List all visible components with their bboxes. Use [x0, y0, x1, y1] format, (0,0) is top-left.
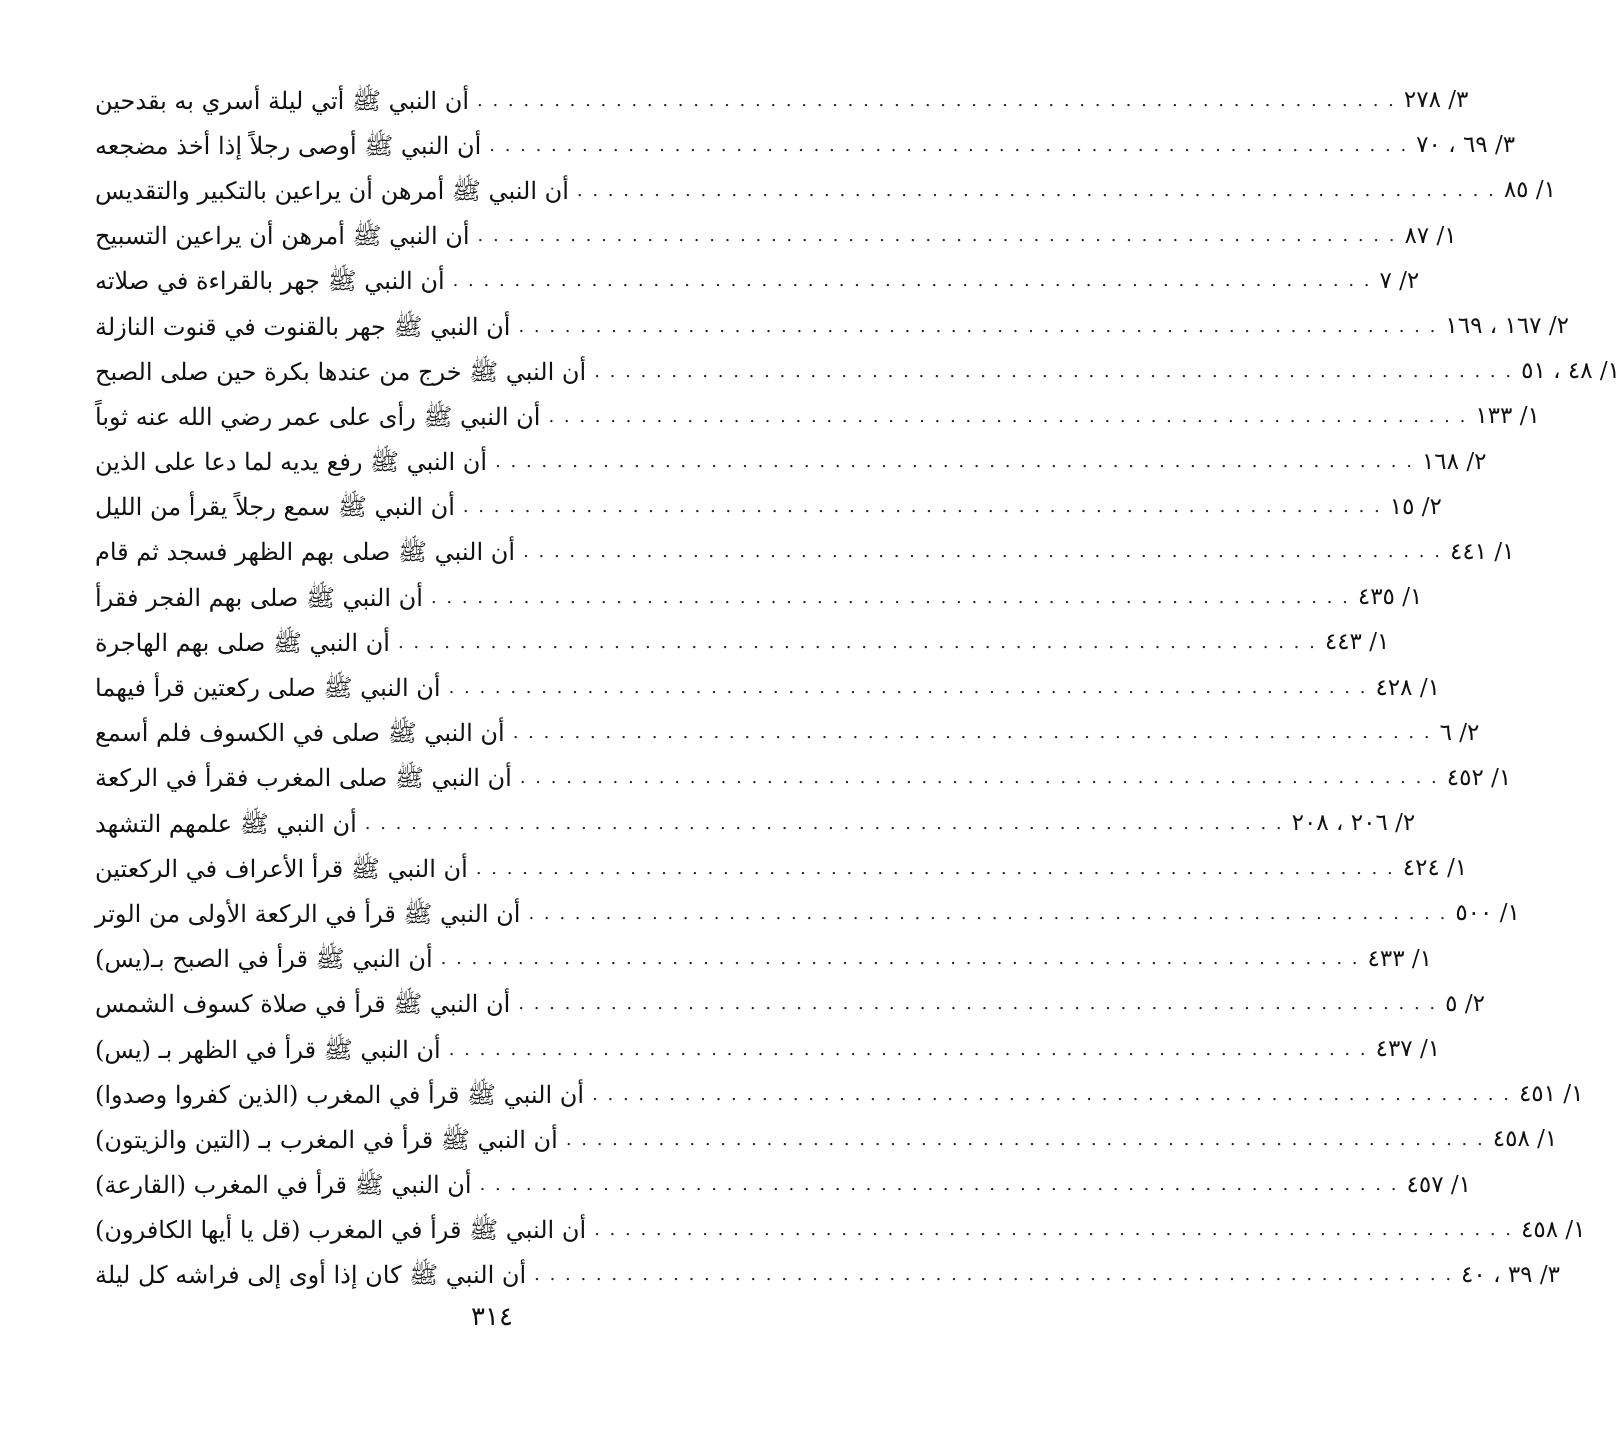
entry-text: أن النبي ﷺ صلى بهم الظهر فسجد ثم قام — [95, 538, 516, 567]
dot-leader: . . . . . . . . . . . . . . . . . . . . . . . . . . . . . . . . . . . . . . . . . . . . . . . . . . . . . . . . . . . . — [592, 1083, 1511, 1105]
entry-reference: ٢/ ٧ — [1379, 267, 1420, 294]
index-entry — [95, 259, 1420, 304]
entry-text: أن النبي ﷺ جهر بالقنوت في قنوت النازلة — [95, 312, 511, 341]
entry-reference: ١/ ٨٥ — [1503, 177, 1556, 204]
entry-reference: ١/ ٤٥٨ — [1521, 1216, 1586, 1243]
entry-reference: ١/ ٨٧ — [1404, 222, 1457, 249]
entry-reference: ١/ ٤٥٢ — [1446, 764, 1512, 791]
entry-reference: ١/ ٤٤١ — [1449, 538, 1515, 565]
entry-reference: ١/ ٤٢٨ — [1375, 674, 1440, 701]
dot-leader: . . . . . . . . . . . . . . . . . . . . . . . . . . . . . . . . . . . . . . . . . . . . . . . . . . . . . . . . . . . . — [475, 857, 1395, 879]
dot-leader: . . . . . . . . . . . . . . . . . . . . . . . . . . . . . . . . . . . . . . . . . . . . . . . . . . . . . . . . . . . . — [495, 451, 1414, 473]
entry-reference: ٢/ ١٦٧ ، ١٦٩ — [1445, 313, 1569, 340]
entry-reference: ١/ ٤٢٤ — [1402, 855, 1468, 882]
dot-leader: . . . . . . . . . . . . . . . . . . . . . . . . . . . . . . . . . . . . . . . . . . . . . . . . . . . . . . . . . . . . — [397, 631, 1317, 653]
index-entry — [95, 801, 1416, 846]
entry-text: أن النبي ﷺ قرأ في صلاة كسوف الشمس — [95, 990, 511, 1019]
entry-text: أن النبي ﷺ قرأ الأعراف في الركعتين — [95, 854, 468, 883]
entry-reference: ١/ ٤٤٣ — [1324, 629, 1390, 656]
entry-text: أن النبي ﷺ أمرهن أن يراعين التسبيح — [95, 222, 470, 251]
dot-leader: . . . . . . . . . . . . . . . . . . . . . . . . . . . . . . . . . . . . . . . . . . . . . . . . . . . . . . . . . . . . — [528, 902, 1448, 924]
index-entry — [95, 440, 1487, 485]
dot-leader: . . . . . . . . . . . . . . . . . . . . . . . . . . . . . . . . . . . . . . . . . . . . . . . . . . . . . . . . . . . . — [576, 179, 1496, 201]
dot-leader: . . . . . . . . . . . . . . . . . . . . . . . . . . . . . . . . . . . . . . . . . . . . . . . . . . . . . . . . . . . . — [462, 496, 1382, 518]
dot-leader: . . . . . . . . . . . . . . . . . . . . . . . . . . . . . . . . . . . . . . . . . . . . . . . . . . . . . . . . . . . . — [477, 225, 1397, 247]
index-entry — [95, 123, 1516, 168]
entry-text: أن النبي ﷺ أتي ليلة أسري به بقدحين — [95, 86, 469, 115]
index-entry — [95, 665, 1440, 710]
entry-text: أن النبي ﷺ صلى بهم الفجر فقرأ — [95, 583, 423, 612]
dot-leader: . . . . . . . . . . . . . . . . . . . . . . . . . . . . . . . . . . . . . . . . . . . . . . . . . . . . . . . . . . . . — [523, 541, 1442, 563]
index-entry — [95, 530, 1515, 575]
index-entry — [95, 485, 1442, 530]
entry-text: أن النبي ﷺ رفع يديه لما دعا على الذين — [95, 448, 488, 477]
entry-reference: ٣/ ٣٩ ، ٤٠ — [1461, 1261, 1560, 1288]
dot-leader: . . . . . . . . . . . . . . . . . . . . . . . . . . . . . . . . . . . . . . . . . . . . . . . . . . . . . . . . . . . . — [534, 1264, 1454, 1286]
index-entry — [95, 349, 1620, 394]
entry-reference: ١/ ٤٣٧ — [1375, 1036, 1441, 1063]
entry-text: أن النبي ﷺ قرأ في المغرب (الذين كفروا وصدوا) — [95, 1080, 585, 1109]
entry-text: أن النبي ﷺ سمع رجلاً يقرأ من الليل — [95, 493, 455, 522]
dot-leader: . . . . . . . . . . . . . . . . . . . . . . . . . . . . . . . . . . . . . . . . . . . . . . . . . . . . . . . . . . . . — [512, 722, 1432, 744]
entry-reference: ١/ ٤٣٣ — [1367, 945, 1433, 972]
entry-text: أن النبي ﷺ صلى المغرب فقرأ في الركعة — [95, 764, 512, 793]
index-entry — [95, 1072, 1584, 1117]
entry-text: أن النبي ﷺ قرأ في الظهر بـ (يس) — [95, 1035, 441, 1064]
index-entry — [95, 304, 1569, 349]
entry-text: أن النبي ﷺ صلى في الكسوف فلم أسمع — [95, 719, 505, 748]
entry-text: أن النبي ﷺ قرأ في الركعة الأولى من الوتر — [95, 899, 521, 928]
entry-text: أن النبي ﷺ صلى ركعتين قرأ فيهما — [95, 674, 441, 703]
dot-leader: . . . . . . . . . . . . . . . . . . . . . . . . . . . . . . . . . . . . . . . . . . . . . . . . . . . . . . . . . . . . — [519, 767, 1439, 789]
entry-text: أن النبي ﷺ جهر بالقراءة في صلاته — [95, 267, 445, 296]
index-entry — [95, 78, 1469, 123]
index-entry — [95, 891, 1520, 936]
entry-text: أن النبي ﷺ رأى على عمر رضي الله عنه ثوباً — [95, 402, 541, 431]
index-entry — [95, 1208, 1586, 1253]
index-entry — [95, 1253, 1560, 1298]
entry-reference: ١/ ٤٥٧ — [1406, 1171, 1471, 1198]
dot-leader: . . . . . . . . . . . . . . . . . . . . . . . . . . . . . . . . . . . . . . . . . . . . . . . . . . . . . . . . . . . . — [452, 270, 1372, 292]
entry-reference: ٢/ ١٦٨ — [1421, 448, 1487, 475]
entry-reference: ١/ ٤٥٨ — [1492, 1126, 1558, 1153]
entry-reference: ١/ ١٣٣ — [1475, 403, 1540, 430]
dot-leader: . . . . . . . . . . . . . . . . . . . . . . . . . . . . . . . . . . . . . . . . . . . . . . . . . . . . . . . . . . . . — [489, 134, 1409, 156]
dot-leader: . . . . . . . . . . . . . . . . . . . . . . . . . . . . . . . . . . . . . . . . . . . . . . . . . . . . . . . . . . . . — [440, 948, 1360, 970]
entry-reference: ٢/ ٦ — [1439, 719, 1480, 746]
index-entry — [95, 756, 1512, 801]
index-entry — [95, 1027, 1441, 1072]
dot-leader: . . . . . . . . . . . . . . . . . . . . . . . . . . . . . . . . . . . . . . . . . . . . . . . . . . . . . . . . . . . . — [448, 677, 1368, 699]
index-entry — [95, 575, 1423, 620]
entry-reference: ٢/ ١٥ — [1389, 493, 1442, 520]
index-entry — [95, 168, 1556, 213]
index-entry — [95, 711, 1480, 756]
index-entry — [95, 214, 1457, 259]
entry-text: أن النبي ﷺ قرأ في الصبح بـ(يس) — [95, 945, 433, 974]
dot-leader: . . . . . . . . . . . . . . . . . . . . . . . . . . . . . . . . . . . . . . . . . . . . . . . . . . . . . . . . . . . . — [430, 586, 1350, 608]
entry-text: أن النبي ﷺ قرأ في المغرب (القارعة) — [95, 1171, 472, 1200]
entry-text: أن النبي ﷺ علمهم التشهد — [95, 809, 357, 838]
page-number: ٣١٤ — [471, 1302, 513, 1332]
index-entry — [95, 620, 1390, 665]
entry-text: أن النبي ﷺ قرأ في المغرب (قل يا أيها الكافرون) — [95, 1216, 587, 1245]
index-entry — [95, 846, 1468, 891]
dot-leader: . . . . . . . . . . . . . . . . . . . . . . . . . . . . . . . . . . . . . . . . . . . . . . . . . . . . . . . . . . . . — [448, 1038, 1368, 1060]
entry-text: أن النبي ﷺ كان إذا أوى إلى فراشه كل ليلة — [95, 1261, 527, 1290]
entry-text: أن النبي ﷺ أمرهن أن يراعين بالتكبير والتقديس — [95, 176, 569, 205]
entry-reference: ٢/ ٢٠٦ ، ٢٠٨ — [1291, 810, 1416, 837]
entry-reference: ٢/ ٥ — [1445, 990, 1485, 1017]
dot-leader: . . . . . . . . . . . . . . . . . . . . . . . . . . . . . . . . . . . . . . . . . . . . . . . . . . . . . . . . . . . . — [594, 360, 1514, 382]
dot-leader: . . . . . . . . . . . . . . . . . . . . . . . . . . . . . . . . . . . . . . . . . . . . . . . . . . . . . . . . . . . . — [479, 1174, 1399, 1196]
dot-leader: . . . . . . . . . . . . . . . . . . . . . . . . . . . . . . . . . . . . . . . . . . . . . . . . . . . . . . . . . . . . — [565, 1128, 1485, 1150]
entry-text: أن النبي ﷺ قرأ في المغرب بـ (التين والزيتون) — [95, 1125, 558, 1154]
entry-reference: ١/ ٥٠٠ — [1455, 900, 1520, 927]
entry-reference: ٣/ ٦٩ ، ٧٠ — [1416, 132, 1516, 159]
entry-reference: ١/ ٤٥١ — [1518, 1081, 1584, 1108]
dot-leader: . . . . . . . . . . . . . . . . . . . . . . . . . . . . . . . . . . . . . . . . . . . . . . . . . . . . . . . . . . . . — [518, 993, 1438, 1015]
index-entry — [95, 394, 1540, 439]
index-entry — [95, 1163, 1471, 1208]
index-entry — [95, 937, 1433, 982]
entry-text: أن النبي ﷺ صلى بهم الهاجرة — [95, 628, 390, 657]
dot-leader: . . . . . . . . . . . . . . . . . . . . . . . . . . . . . . . . . . . . . . . . . . . . . . . . . . . . . . . . . . . . — [594, 1219, 1513, 1241]
dot-leader: . . . . . . . . . . . . . . . . . . . . . . . . . . . . . . . . . . . . . . . . . . . . . . . . . . . . . . . . . . . . — [548, 405, 1468, 427]
entry-reference: ٣/ ٢٧٨ — [1403, 87, 1469, 114]
entry-text: أن النبي ﷺ أوصى رجلاً إذا أخذ مضجعه — [95, 131, 482, 160]
index-entries — [95, 78, 1620, 1298]
dot-leader: . . . . . . . . . . . . . . . . . . . . . . . . . . . . . . . . . . . . . . . . . . . . . . . . . . . . . . . . . . . . — [477, 89, 1396, 111]
entry-text: أن النبي ﷺ خرج من عندها بكرة حين صلى الصبح — [95, 357, 587, 386]
index-entry — [95, 1117, 1558, 1162]
dot-leader: . . . . . . . . . . . . . . . . . . . . . . . . . . . . . . . . . . . . . . . . . . . . . . . . . . . . . . . . . . . . — [364, 812, 1284, 834]
index-entry — [95, 982, 1485, 1027]
entry-reference: ١/ ٤٣٥ — [1357, 584, 1423, 611]
entry-reference: ١/ ٤٨ ، ٥١ — [1521, 358, 1620, 385]
dot-leader: . . . . . . . . . . . . . . . . . . . . . . . . . . . . . . . . . . . . . . . . . . . . . . . . . . . . . . . . . . . . — [518, 315, 1438, 337]
